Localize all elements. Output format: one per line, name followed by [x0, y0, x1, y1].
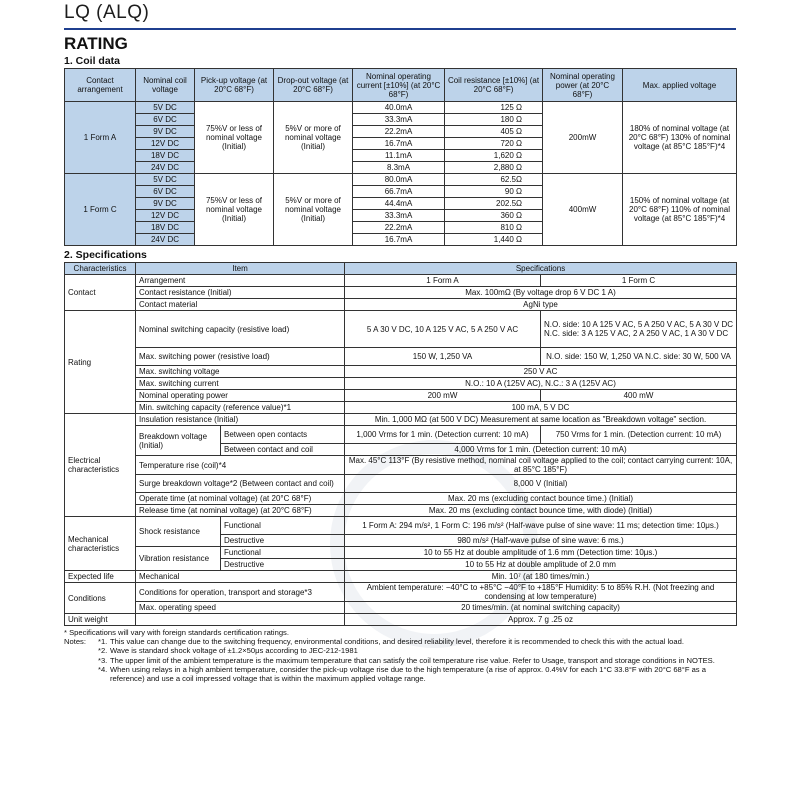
spec-row — [65, 287, 737, 299]
spec-cell: Destructive — [221, 535, 345, 547]
coil-resistance: 1,620 Ω — [445, 150, 543, 162]
coil-header-cell: Drop-out voltage (at 20°C 68°F) — [274, 69, 353, 102]
spec-cell: 4,000 Vrms for 1 min. (Detection current: 10 mA) — [345, 444, 737, 456]
spec-cell: Mechanical — [136, 571, 345, 583]
spec-cell: 980 m/s² (Half-wave pulse of sine wave: 6 ms.) — [345, 535, 737, 547]
spec-cell: 1 Form A — [345, 275, 541, 287]
spec-cell: Destructive — [221, 559, 345, 571]
dropout-voltage: 5%V or more of nominal voltage (Initial) — [274, 102, 353, 174]
operating-current: 16.7mA — [353, 234, 445, 246]
note-item — [64, 665, 736, 683]
coil-resistance: 62.5Ω — [445, 174, 543, 186]
note-text: When using relays in a high ambient temperature, consider the pick-up voltage rise due to the high temperature (a rise of approx. 0.4%V for each 1°C 33.8°F with 20°C 68°F as a reference) and use a coil impressed voltage that is within the maximum applied voltage range. — [110, 664, 706, 684]
spec-cell: Vibration resistance — [136, 547, 221, 571]
spec-row — [65, 414, 737, 426]
spec-row — [65, 583, 737, 602]
spec-cell: Unit weight — [65, 614, 136, 626]
spec-row — [65, 475, 737, 493]
spec-cell: Approx. 7 g .25 oz — [345, 614, 737, 626]
spec-cell: Contact — [65, 275, 136, 311]
title-rule — [64, 28, 736, 30]
spec-cell: 5 A 30 V DC, 10 A 125 V AC, 5 A 250 V AC — [345, 311, 541, 348]
spec-cell: N.O. side: 10 A 125 V AC, 5 A 250 V AC, 5 A 30 V DC N.C. side: 3 A 125 V AC, 2 A 250 V AC, 1 A 30 V DC — [541, 311, 737, 348]
operating-current: 40.0mA — [353, 102, 445, 114]
datasheet-page — [64, 0, 736, 683]
specifications-table — [64, 262, 737, 626]
note-text: This value can change due to the switching frequency, environmental conditions, and desired reliability level, therefore it is recommended to check this with the actual load. — [110, 637, 684, 647]
spec-cell: Between contact and coil — [221, 444, 345, 456]
spec-cell: 400 mW — [541, 390, 737, 402]
max-applied-voltage: 150% of nominal voltage (at 20°C 68°F) 110% of nominal voltage (at 85°C 185°F)*4 — [623, 174, 737, 246]
spec-section-title: 2. Specifications — [64, 249, 147, 261]
contact-arrangement: 1 Form C — [65, 174, 136, 246]
spec-row — [65, 378, 737, 390]
spec-header-row — [65, 263, 737, 275]
coil-resistance: 2,880 Ω — [445, 162, 543, 174]
note-text: The upper limit of the ambient temperature is the maximum temperature that can satisfy the coil temperature rise value. Refer to Usage, transport and storage conditions in NOTES. — [110, 655, 715, 665]
coil-resistance: 90 Ω — [445, 186, 543, 198]
spec-cell: Insulation resistance (Initial) — [136, 414, 345, 426]
operating-power: 400mW — [543, 174, 623, 246]
spec-row — [65, 493, 737, 505]
contact-arrangement: 1 Form A — [65, 102, 136, 174]
spec-cell: Surge breakdown voltage*2 (Between contact and coil) — [136, 475, 345, 493]
coil-header-cell: Nominal coil voltage — [136, 69, 195, 102]
product-title: LQ (ALQ) — [64, 2, 150, 23]
note-text: Wave is standard shock voltage of ±1.2×50μs according to JEC-212-1981 — [110, 646, 358, 656]
notes-label — [64, 665, 98, 683]
nominal-coil-voltage: 9V DC — [136, 126, 195, 138]
spec-row — [65, 517, 737, 535]
pickup-voltage: 75%V or less of nominal voltage (Initial) — [195, 102, 274, 174]
coil-resistance: 180 Ω — [445, 114, 543, 126]
spec-cell: Temperature rise (coil)*4 — [136, 456, 345, 475]
spec-cell: 200 mW — [345, 390, 541, 402]
coil-resistance: 720 Ω — [445, 138, 543, 150]
spec-cell: Max. switching power (resistive load) — [136, 348, 345, 366]
spec-cell: Shock resistance — [136, 517, 221, 547]
operating-current: 80.0mA — [353, 174, 445, 186]
spec-cell: Operate time (at nominal voltage) (at 20°C 68°F) — [136, 493, 345, 505]
spec-cell: Min. 10⁷ (at 180 times/min.) — [345, 571, 737, 583]
spec-row — [65, 456, 737, 475]
coil-resistance: 405 Ω — [445, 126, 543, 138]
spec-cell: Min. switching capacity (reference value)*1 — [136, 402, 345, 414]
note-number: *2. — [98, 646, 108, 656]
operating-current: 33.3mA — [353, 114, 445, 126]
coil-resistance: 810 Ω — [445, 222, 543, 234]
spec-cell: 1 Form C — [541, 275, 737, 287]
operating-current: 66.7mA — [353, 186, 445, 198]
spec-header-cell: Characteristics — [65, 263, 136, 275]
spec-cell: Nominal switching capacity (resistive load) — [136, 311, 345, 348]
spec-cell: Functional — [221, 517, 345, 535]
spec-row — [65, 426, 737, 444]
coil-resistance: 202.5Ω — [445, 198, 543, 210]
spec-row — [65, 275, 737, 287]
coil-header-cell: Pick-up voltage (at 20°C 68°F) — [195, 69, 274, 102]
nominal-coil-voltage: 24V DC — [136, 234, 195, 246]
note-number: *3. — [98, 655, 108, 665]
spec-cell: Conditions — [65, 583, 136, 614]
note-item — [64, 656, 736, 665]
spec-cell: Nominal operating power — [136, 390, 345, 402]
nominal-coil-voltage: 6V DC — [136, 186, 195, 198]
spec-cell: Contact resistance (Initial) — [136, 287, 345, 299]
spec-row — [65, 602, 737, 614]
spec-cell: Functional — [221, 547, 345, 559]
notes-intro: * Specifications will vary with foreign standards certification ratings. — [64, 628, 289, 637]
nominal-coil-voltage: 18V DC — [136, 150, 195, 162]
pickup-voltage: 75%V or less of nominal voltage (Initial) — [195, 174, 274, 246]
spec-cell: 1 Form A: 294 m/s², 1 Form C: 196 m/s² (Half-wave pulse of sine wave: 11 ms; detection time: 10μs.) — [345, 517, 737, 535]
nominal-coil-voltage: 9V DC — [136, 198, 195, 210]
spec-cell: Breakdown voltage (Initial) — [136, 426, 221, 456]
note-item — [64, 646, 736, 655]
spec-header-cell: Item — [136, 263, 345, 275]
nominal-coil-voltage: 12V DC — [136, 210, 195, 222]
spec-row — [65, 366, 737, 378]
spec-cell: Max. 45°C 113°F (By resistive method, nominal coil voltage applied to the coil; contact carrying current: 10A, at 85°C 185°F) — [345, 456, 737, 475]
spec-cell: N.O. side: 150 W, 1,250 VA N.C. side: 30 W, 500 VA — [541, 348, 737, 366]
operating-current: 8.3mA — [353, 162, 445, 174]
notes-label — [64, 646, 98, 655]
coil-row — [65, 174, 737, 186]
coil-header-cell: Nominal operating current [±10%] (at 20°C 68°F) — [353, 69, 445, 102]
operating-current: 22.2mA — [353, 126, 445, 138]
spec-cell: Min. 1,000 MΩ (at 500 V DC) Measurement at same location as "Breakdown voltage" section. — [345, 414, 737, 426]
spec-cell: 1,000 Vrms for 1 min. (Detection current: 10 mA) — [345, 426, 541, 444]
spec-cell — [136, 614, 345, 626]
spec-cell: 100 mA, 5 V DC — [345, 402, 737, 414]
coil-resistance: 360 Ω — [445, 210, 543, 222]
spec-cell: Expected life — [65, 571, 136, 583]
coil-resistance: 125 Ω — [445, 102, 543, 114]
spec-cell: Between open contacts — [221, 426, 345, 444]
spec-cell: 20 times/min. (at nominal switching capacity) — [345, 602, 737, 614]
spec-cell: Max. operating speed — [136, 602, 345, 614]
spec-row — [65, 547, 737, 559]
spec-cell: Max. switching voltage — [136, 366, 345, 378]
coil-header-cell: Nominal operating power (at 20°C 68°F) — [543, 69, 623, 102]
max-applied-voltage: 180% of nominal voltage (at 20°C 68°F) 130% of nominal voltage (at 85°C 185°F)*4 — [623, 102, 737, 174]
spec-cell: 10 to 55 Hz at double amplitude of 1.6 mm (Detection time: 10μs.) — [345, 547, 737, 559]
spec-cell: Max. 20 ms (excluding contact bounce time.) (Initial) — [345, 493, 737, 505]
nominal-coil-voltage: 12V DC — [136, 138, 195, 150]
note-item — [64, 637, 736, 646]
spec-cell: Rating — [65, 311, 136, 414]
spec-cell: 250 V AC — [345, 366, 737, 378]
operating-current: 11.1mA — [353, 150, 445, 162]
spec-row — [65, 571, 737, 583]
spec-cell: Ambient temperature: −40°C to +85°C −40°F to +185°F Humidity: 5 to 85% R.H. (Not freezing and condensing at low temperature) — [345, 583, 737, 602]
spec-row — [65, 614, 737, 626]
operating-current: 22.2mA — [353, 222, 445, 234]
coil-row — [65, 102, 737, 114]
coil-header-cell: Contact arrangement — [65, 69, 136, 102]
spec-row — [65, 402, 737, 414]
spec-cell: Electrical characteristics — [65, 414, 136, 517]
spec-row — [65, 505, 737, 517]
spec-cell: AgNi type — [345, 299, 737, 311]
operating-current: 16.7mA — [353, 138, 445, 150]
note-number: *4. — [98, 664, 108, 674]
nominal-coil-voltage: 18V DC — [136, 222, 195, 234]
spec-cell: Max. 100mΩ (By voltage drop 6 V DC 1 A) — [345, 287, 737, 299]
spec-cell: N.O.: 10 A (125V AC), N.C.: 3 A (125V AC) — [345, 378, 737, 390]
note-number: *1. — [98, 637, 108, 647]
spec-cell: Arrangement — [136, 275, 345, 287]
coil-resistance: 1,440 Ω — [445, 234, 543, 246]
coil-data-table — [64, 68, 737, 246]
spec-row — [65, 311, 737, 348]
spec-row — [65, 299, 737, 311]
rating-heading: RATING — [64, 34, 128, 53]
spec-cell: Contact material — [136, 299, 345, 311]
notes — [64, 628, 736, 683]
operating-current: 33.3mA — [353, 210, 445, 222]
nominal-coil-voltage: 5V DC — [136, 174, 195, 186]
dropout-voltage: 5%V or more of nominal voltage (Initial) — [274, 174, 353, 246]
spec-cell: Release time (at nominal voltage) (at 20°C 68°F) — [136, 505, 345, 517]
spec-header-cell: Specifications — [345, 263, 737, 275]
spec-row — [65, 348, 737, 366]
notes-label: Notes: — [64, 637, 86, 647]
spec-cell: Max. 20 ms (excluding contact bounce time, with diode) (Initial) — [345, 505, 737, 517]
coil-section-title: 1. Coil data — [64, 55, 121, 67]
coil-header-cell: Max. applied voltage — [623, 69, 737, 102]
operating-power: 200mW — [543, 102, 623, 174]
spec-cell: 8,000 V (Initial) — [345, 475, 737, 493]
coil-header-cell: Coil resistance [±10%] (at 20°C 68°F) — [445, 69, 543, 102]
operating-current: 44.4mA — [353, 198, 445, 210]
spec-cell: 10 to 55 Hz at double amplitude of 2.0 mm — [345, 559, 737, 571]
spec-cell: Conditions for operation, transport and storage*3 — [136, 583, 345, 602]
spec-cell: Max. switching current — [136, 378, 345, 390]
nominal-coil-voltage: 6V DC — [136, 114, 195, 126]
spec-cell: 150 W, 1,250 VA — [345, 348, 541, 366]
notes-label — [64, 656, 98, 665]
nominal-coil-voltage: 5V DC — [136, 102, 195, 114]
spec-cell: 750 Vrms for 1 min. (Detection current: 10 mA) — [541, 426, 737, 444]
spec-row — [65, 390, 737, 402]
nominal-coil-voltage: 24V DC — [136, 162, 195, 174]
spec-cell: Mechanical characteristics — [65, 517, 136, 571]
